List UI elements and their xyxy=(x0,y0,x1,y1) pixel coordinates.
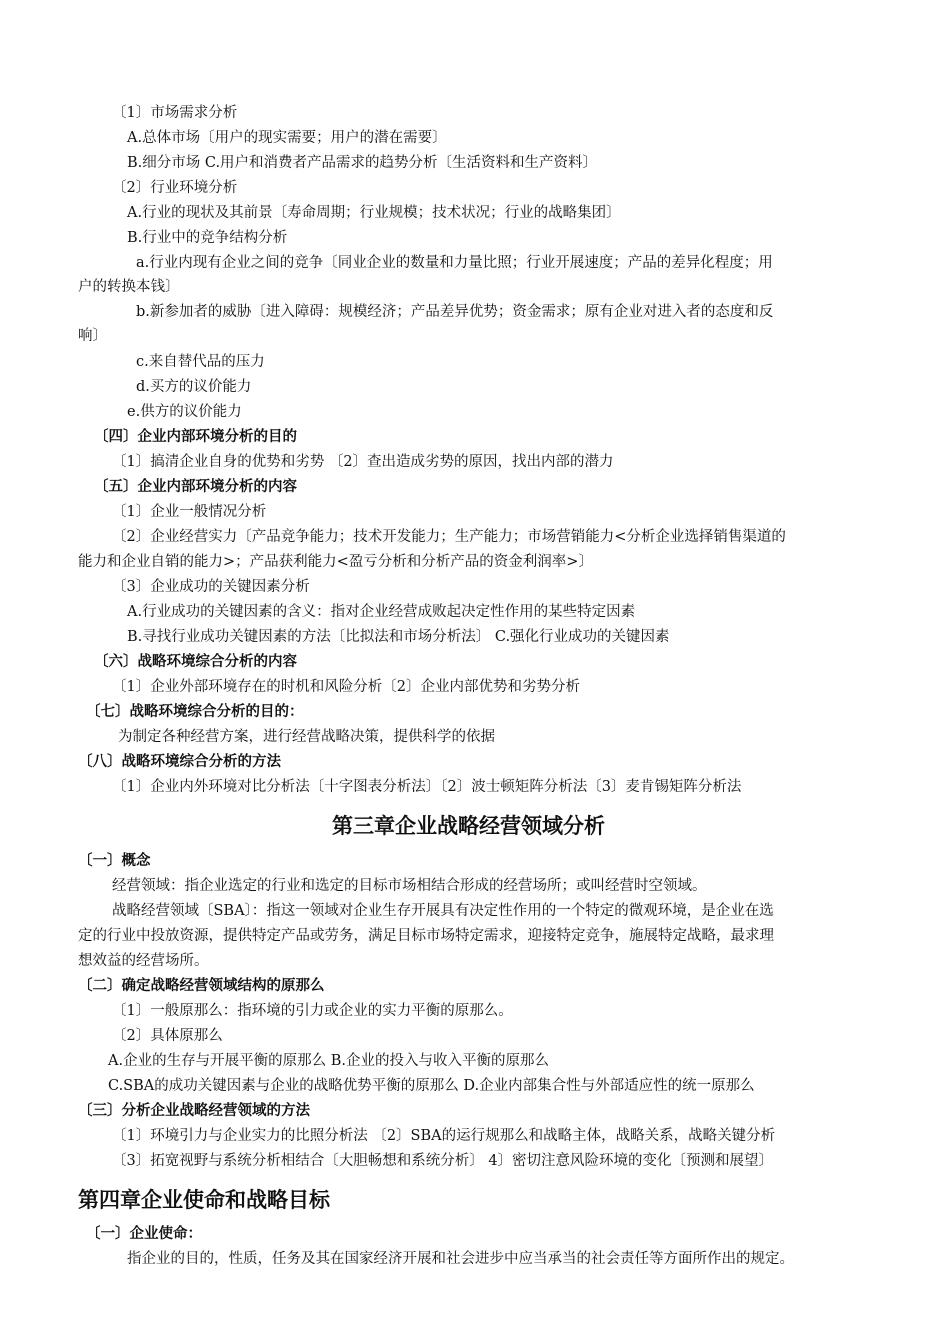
text-line: 〔3〕拓宽视野与系统分析相结合〔大胆畅想和系统分析〕 4〕密切注意风险环境的变化〔预测和展望〕 xyxy=(112,1153,774,1169)
text-line: 〔2〕行业环境分析 xyxy=(112,180,238,196)
text-line: 想效益的经营场所。 xyxy=(78,953,209,969)
text-line: B.寻找行业成功关键因素的方法〔比拟法和市场分析法〕 C.强化行业成功的关键因素 xyxy=(127,629,670,645)
text-line: B.细分市场 C.用户和消费者产品需求的趋势分析〔生活资料和生产资料〕 xyxy=(127,155,598,171)
text-line: A.行业成功的关键因素的含义：指对企业经营成败起决定性作用的某些特定因素 xyxy=(127,604,636,620)
text-line: a.行业内现有企业之间的竞争〔同业企业的数量和力量比照；行业开展速度；产品的差异化程度；用 xyxy=(136,255,773,271)
chapter-title: 第三章企业战略经营领域分析 xyxy=(332,813,605,838)
text-line: A.总体市场〔用户的现实需要；用户的潜在需要〕 xyxy=(127,130,447,146)
section-heading: 〔四〕企业内部环境分析的目的 xyxy=(94,428,297,445)
text-line: 〔1〕搞清企业自身的优势和劣势 〔2〕查出造成劣势的原因，找出内部的潜力 xyxy=(112,454,614,470)
text-line: 〔1〕企业一般情况分析 xyxy=(112,504,267,520)
text-line: A.企业的生存与开展平衡的原那么 B.企业的投入与收入平衡的原那么 xyxy=(108,1053,549,1069)
text-line: 经营领域：指企业选定的行业和选定的目标市场相结合形成的经营场所；或叫经营时空领域。 xyxy=(112,878,707,894)
section-heading: 〔一〕概念 xyxy=(78,852,151,869)
text-line: 指企业的目的，性质，任务及其在国家经济开展和社会进步中应当承当的社会责任等方面所作出的规定。 xyxy=(127,1251,794,1267)
text-line: 〔2〕企业经营实力〔产品竞争能力；技术开发能力；生产能力；市场营销能力<分析企业选择销售渠道的 xyxy=(112,529,786,545)
text-line: C.SBA的成功关键因素与企业的战略优势平衡的原那么 D.企业内部集合性与外部适应性的统一原那么 xyxy=(108,1078,755,1094)
section-heading: 〔六〕战略环境综合分析的内容 xyxy=(94,653,297,670)
text-line: 响〕 xyxy=(78,328,107,344)
text-line: 户的转换本钱〕 xyxy=(78,279,180,295)
text-line: B.行业中的竞争结构分析 xyxy=(127,230,288,246)
text-line: 〔1〕环境引力与企业实力的比照分析法 〔2〕SBA的运行规那么和战略主体，战略关系，战略关键分析 xyxy=(112,1128,776,1144)
text-line: 〔1〕企业内外环境对比分析法〔十字图表分析法〕〔2〕波士顿矩阵分析法〔3〕麦肯锡矩阵分析法 xyxy=(112,779,742,795)
section-heading: 〔二〕确定战略经营领域结构的原那么 xyxy=(78,977,325,994)
text-line: 定的行业中投放资源，提供特定产品或劳务，满足目标市场特定需求，迎接特定竞争，施展特定战略，最求理 xyxy=(78,928,774,944)
text-line: 〔1〕企业外部环境存在的时机和风险分析〔2〕企业内部优势和劣势分析 xyxy=(112,679,580,695)
text-line: 〔1〕一般原那么：指环境的引力或企业的实力平衡的原那么。 xyxy=(112,1003,513,1019)
text-line: 〔2〕具体原那么 xyxy=(112,1028,223,1044)
section-heading: 〔五〕企业内部环境分析的内容 xyxy=(94,478,297,495)
chapter-title: 第四章企业使命和战略目标 xyxy=(78,1187,330,1212)
text-line: 能力和企业自销的能力>；产品获利能力<盈亏分析和分析产品的资金利润率>〕 xyxy=(78,554,593,570)
text-line: b.新参加者的威胁〔进入障碍：规模经济；产品差异优势；资金需求；原有企业对进入者的态度和反 xyxy=(136,304,774,320)
text-line: A.行业的现状及其前景〔寿命周期；行业规模；技术状况；行业的战略集团〕 xyxy=(127,205,621,221)
text-line: e.供方的议价能力 xyxy=(127,404,242,420)
text-line: 〔3〕企业成功的关键因素分析 xyxy=(112,579,310,595)
section-heading: 〔一〕企业使命： xyxy=(86,1225,202,1242)
text-line: c.来自替代品的压力 xyxy=(136,354,265,370)
section-heading: 〔七〕战略环境综合分析的目的： xyxy=(86,703,304,720)
text-line: 战略经营领域〔SBA〕：指这一领域对企业生存开展具有决定性作用的一个特定的微观环境，是企业在选 xyxy=(112,903,774,919)
text-line: d.买方的议价能力 xyxy=(136,379,252,395)
text-line: 〔1〕市场需求分析 xyxy=(112,105,238,121)
section-heading: 〔三〕分析企业战略经营领域的方法 xyxy=(78,1102,310,1119)
text-line: 为制定各种经营方案，进行经营战略决策，提供科学的依据 xyxy=(118,729,495,745)
section-heading: 〔八〕战略环境综合分析的方法 xyxy=(78,753,281,770)
